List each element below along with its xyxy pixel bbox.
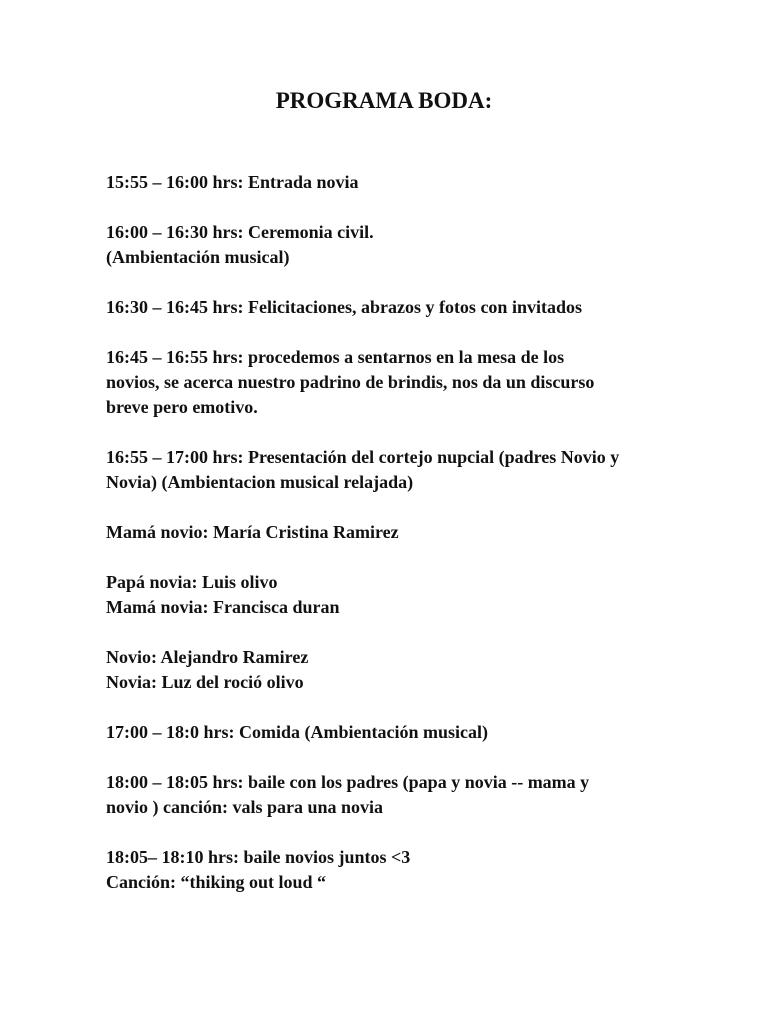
text-line: 17:00 – 18:0 hrs: Comida (Ambientación musical) xyxy=(106,722,488,742)
schedule-item-ceremonia-civil xyxy=(106,220,676,270)
text-line: 18:00 – 18:05 hrs: baile con los padres (papa y novia -- mama y xyxy=(106,772,590,792)
text-line: novios, se acerca nuestro padrino de brindis, nos da un discurso xyxy=(106,372,595,392)
text-line: Mamá novio: María Cristina Ramirez xyxy=(106,522,399,542)
cortejo-mama-novio xyxy=(106,520,676,545)
text-line: novio ) canción: vals para una novia xyxy=(106,797,384,817)
text-line: 16:30 – 16:45 hrs: Felicitaciones, abrazos y fotos con invitados xyxy=(106,297,582,317)
text-line: Mamá novia: Francisca duran xyxy=(106,597,340,617)
text-line: 16:00 – 16:30 hrs: Ceremonia civil. xyxy=(106,222,374,242)
schedule-item-baile-novios xyxy=(106,845,676,895)
text-line: Novia: Luz del roció olivo xyxy=(106,672,304,692)
schedule-body xyxy=(106,170,676,920)
schedule-item-entrada-novia xyxy=(106,170,676,195)
schedule-item-baile-padres xyxy=(106,770,676,820)
page-title: PROGRAMA BODA: xyxy=(275,88,493,113)
text-line: Novia) (Ambientacion musical relajada) xyxy=(106,472,414,492)
text-line: 16:55 – 17:00 hrs: Presentación del cortejo nupcial (padres Novio y xyxy=(106,447,620,467)
schedule-item-cortejo xyxy=(106,445,676,495)
text-line: Novio: Alejandro Ramirez xyxy=(106,647,309,667)
cortejo-novios xyxy=(106,645,676,695)
text-line: 18:05– 18:10 hrs: baile novios juntos <3 xyxy=(106,847,411,867)
schedule-item-brindis xyxy=(106,345,676,420)
text-line: breve pero emotivo. xyxy=(106,397,258,417)
schedule-item-comida xyxy=(106,720,676,745)
text-line: Canción: “thiking out loud “ xyxy=(106,872,327,892)
schedule-item-felicitaciones xyxy=(106,295,676,320)
text-line: 16:45 – 16:55 hrs: procedemos a sentarnos en la mesa de los xyxy=(106,347,565,367)
text-line: Papá novia: Luis olivo xyxy=(106,572,278,592)
text-line: (Ambientación musical) xyxy=(106,247,290,267)
text-line: 15:55 – 16:00 hrs: Entrada novia xyxy=(106,172,359,192)
cortejo-padres-novia xyxy=(106,570,676,620)
